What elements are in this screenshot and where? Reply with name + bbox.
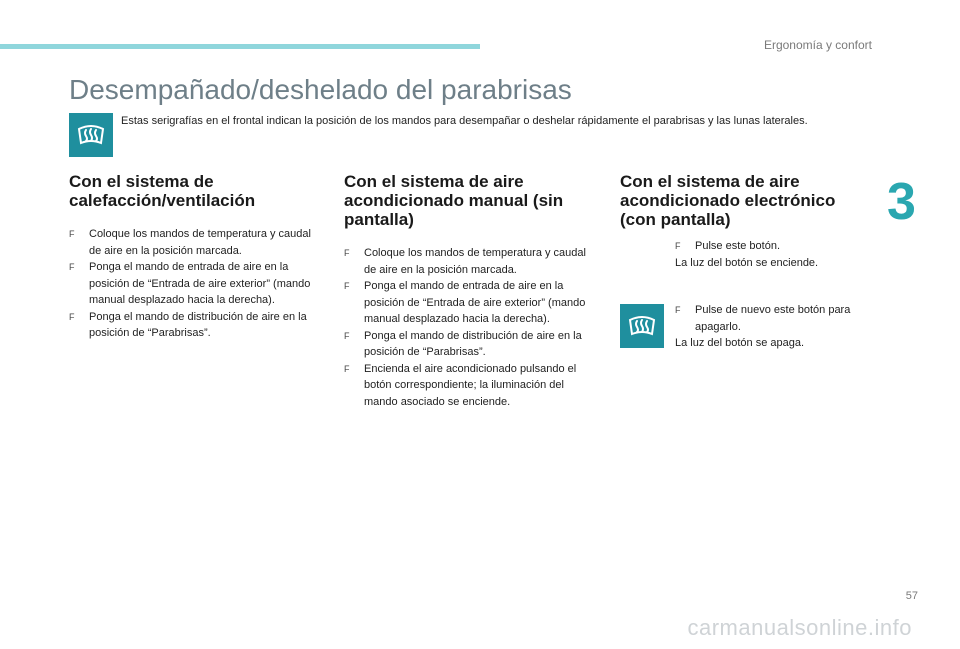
section-manual-ac <box>344 172 596 410</box>
list-item: F Coloque los mandos de temperatura y caudal de aire en la posición marcada. <box>344 247 586 276</box>
bullet-icon: F <box>344 330 350 341</box>
step-2 <box>675 302 875 352</box>
list-item: F Ponga el mando de entrada de aire en la posición de “Entrada de aire exterior” (mando manual desplazado hacia la derecha). <box>69 261 311 306</box>
windscreen-defrost-icon <box>69 113 113 157</box>
page-title: Desempañado/deshelado del parabrisas <box>69 74 572 105</box>
section-title: Con el sistema de aire acondicionado electrónico (con pantalla) <box>620 172 836 229</box>
page-number: 57 <box>905 590 918 602</box>
bullet-icon: F <box>69 262 75 272</box>
section-electronic-ac <box>620 172 870 245</box>
bullet-icon: F <box>675 241 681 251</box>
list-item: F Ponga el mando de distribución de aire en la posición de “Parabrisas”. <box>69 310 307 339</box>
step-1-text: Pulse este botón. <box>695 240 781 252</box>
section-heating-ventilation <box>69 172 324 342</box>
step-2-text: Pulse de nuevo este botón para apagarlo. <box>695 304 851 333</box>
step-1-note: La luz del botón se enciende. <box>675 256 819 269</box>
intro-text: Estas serigrafías en el frontal indican la posición de los mandos para desempañar o deshelar rápidamente el parabrisas y las lunas laterales. <box>121 115 808 127</box>
list-item: F Ponga el mando de entrada de aire en la posición de “Entrada de aire exterior” (mando manual desplazado hacia la derecha). <box>344 280 586 325</box>
section-title: Con el sistema de calefacción/ventilación <box>69 172 256 210</box>
bullet-icon: F <box>344 248 350 258</box>
watermark: carmanualsonline.info <box>687 615 912 640</box>
windscreen-defrost-icon <box>620 304 664 348</box>
step-2-note: La luz del botón se apaga. <box>675 337 805 349</box>
bullet-icon: F <box>344 281 350 291</box>
section-title: Con el sistema de aire acondicionado manual (sin pantalla) <box>344 172 564 229</box>
bullet-icon: F <box>69 311 75 322</box>
bullet-icon: F <box>69 229 75 239</box>
section-name: Ergonomía y confort <box>763 38 872 52</box>
list-item: F Coloque los mandos de temperatura y caudal de aire en la posición marcada. <box>69 228 311 257</box>
bullet-icon: F <box>675 305 681 315</box>
top-accent-bar <box>0 44 480 49</box>
list-item: F Ponga el mando de distribución de aire en la posición de “Parabrisas”. <box>344 329 582 358</box>
bullet-icon: F <box>344 363 350 374</box>
chapter-number: 3 <box>887 173 916 231</box>
step-1 <box>675 238 875 271</box>
list-item: F Encienda el aire acondicionado pulsando el botón correspondiente; la iluminación del mando asociado se enciende. <box>344 362 577 408</box>
